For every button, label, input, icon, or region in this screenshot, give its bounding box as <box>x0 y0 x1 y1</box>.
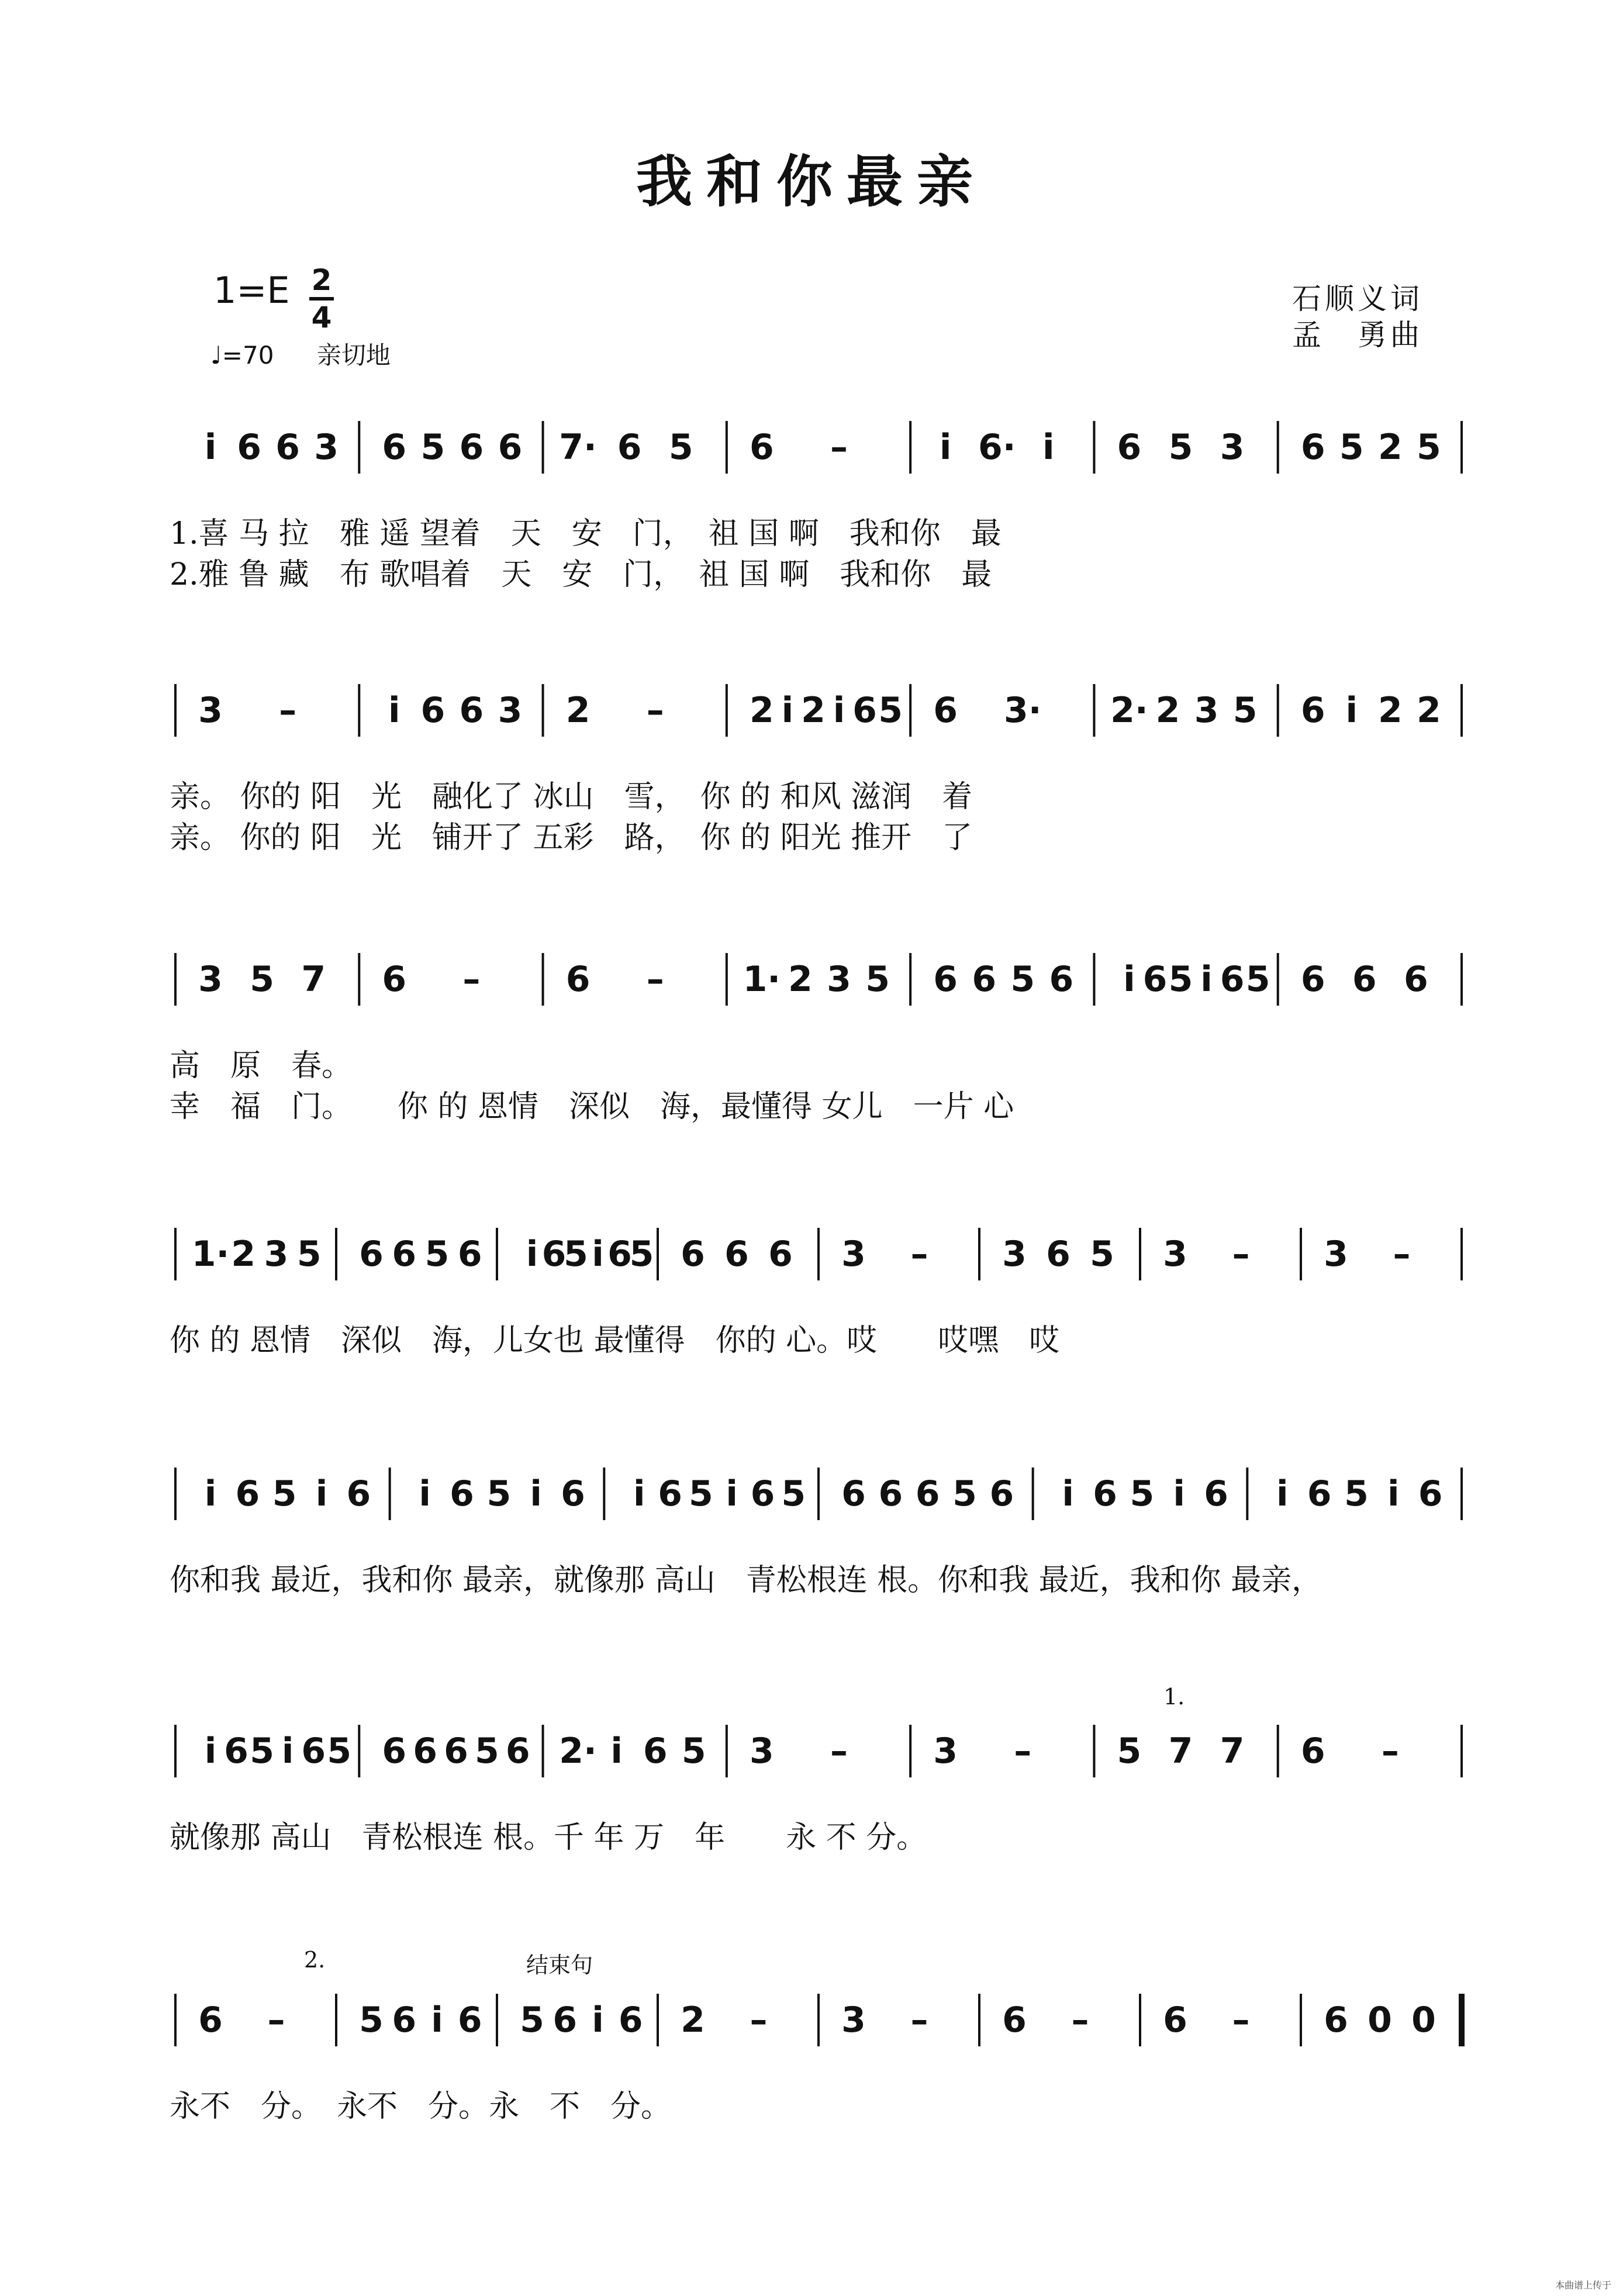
note: 6 <box>413 1731 438 1772</box>
note: 6 <box>541 1234 567 1275</box>
note: 6 <box>505 1731 530 1772</box>
note: 6 <box>768 1234 793 1275</box>
note: – <box>830 1731 848 1772</box>
note: i <box>1387 1473 1400 1514</box>
note: – <box>910 2000 928 2040</box>
note: 3 <box>933 1731 958 1772</box>
note: 5 <box>689 1473 713 1514</box>
note: 6 <box>852 690 877 731</box>
note: – <box>910 1234 928 1275</box>
lyric-line: 亲。 你的 阳 光 融化了 冰山 雪， 你 的 和风 滋润 着 <box>170 779 973 814</box>
tempo-value: ♩=70 <box>210 341 274 370</box>
note: 5 <box>1232 690 1258 731</box>
note: i <box>419 1473 431 1514</box>
note: 5 <box>1117 1731 1142 1772</box>
note: 6 <box>1418 1473 1443 1514</box>
note: – <box>267 2000 285 2040</box>
note: 6 <box>359 1234 384 1275</box>
note: 5 <box>359 2000 384 2040</box>
ending-label: 结束句 <box>526 1952 593 1978</box>
note: 6 <box>392 1234 417 1275</box>
note: 3 <box>1220 427 1245 468</box>
note: – <box>646 690 664 731</box>
note: 5 <box>1245 959 1270 1000</box>
note: i <box>204 1473 217 1514</box>
note: 6 <box>1002 2000 1027 2040</box>
note: 5 <box>296 1234 322 1275</box>
note: – <box>279 690 297 731</box>
note: – <box>830 427 848 468</box>
note: i <box>526 1234 538 1275</box>
note: 6 <box>382 959 407 1000</box>
note: 5 <box>564 1234 588 1275</box>
note: 6 <box>1049 959 1074 1000</box>
note: 3 <box>314 427 339 468</box>
note: 6 <box>933 959 958 1000</box>
note: 6 <box>1404 959 1428 1000</box>
note: i <box>610 1731 623 1772</box>
note: 7 <box>1220 1731 1245 1772</box>
lyric-line: 永不 分。 永不 分。永 不 分。 <box>170 2089 672 2124</box>
note: 5 <box>668 427 693 468</box>
note: 6 <box>444 1731 468 1772</box>
note: 6 <box>552 2000 578 2040</box>
note: 6 <box>1093 1473 1117 1514</box>
note: 6 <box>841 1473 866 1514</box>
note: i <box>1042 427 1055 468</box>
note: 2 <box>565 690 591 731</box>
note: – <box>1381 1731 1399 1772</box>
note: 6 <box>618 2000 643 2040</box>
note: 6 <box>198 2000 223 2040</box>
note: 6 <box>420 690 446 731</box>
meter-bottom: 4 <box>311 301 332 334</box>
note: 3 <box>749 1731 774 1772</box>
note: i <box>204 1731 217 1772</box>
note: 6 <box>915 1473 940 1514</box>
note: 2 <box>1155 690 1180 731</box>
lyric-line: 2.雅 鲁 藏 布 歌唱着 天 安 门， 祖 国 啊 我和你 最 <box>170 557 992 592</box>
note: 6 <box>1046 1234 1071 1275</box>
note: 3 <box>198 690 223 731</box>
lyric-line: 幸 福 门。 你 的 恩情 深似 海，最懂得 女儿 一片 心 <box>170 1089 1014 1124</box>
note: 5 <box>250 959 274 1000</box>
note: 5 <box>629 1234 654 1275</box>
note: 6 <box>224 1731 248 1772</box>
note: 3 <box>841 1234 866 1275</box>
note: 6 <box>724 1234 749 1275</box>
note: 2 <box>1377 427 1403 468</box>
volta-2: 2. <box>304 1947 326 1973</box>
note: – <box>750 2000 768 2040</box>
note: 0 <box>1368 2000 1392 2040</box>
note: 6 <box>1307 1473 1332 1514</box>
note: 2· <box>1110 690 1148 731</box>
meter-top: 2 <box>311 263 332 297</box>
note: 5 <box>420 427 446 468</box>
note: 5 <box>250 1731 274 1772</box>
footer-note: 本曲谱上传于 <box>1555 2280 1611 2291</box>
note: 6 <box>643 1731 668 1772</box>
lyric-line: 你 的 恩情 深似 海，儿女也 最懂得 你的 心。哎 哎嘿 哎 <box>170 1323 1060 1358</box>
lyric-line: 高 原 春。 <box>170 1048 353 1083</box>
note: 3 <box>1324 1234 1348 1275</box>
note: 6 <box>1117 427 1142 468</box>
note: 3· <box>1004 690 1042 731</box>
note: i <box>1276 1473 1289 1514</box>
note: 3 <box>827 959 851 1000</box>
note: 6 <box>382 1731 407 1772</box>
note: 0 <box>1411 2000 1436 2040</box>
note: 1· <box>743 959 781 1000</box>
note: i <box>1345 690 1358 731</box>
note: 3 <box>1194 690 1219 731</box>
note: 5 <box>1344 1473 1369 1514</box>
key-signature: 1=E <box>213 269 290 312</box>
volta-1: 1. <box>1163 1684 1185 1710</box>
note: i <box>592 1234 604 1275</box>
lyric-line: 1.喜 马 拉 雅 遥 望着 天 安 门， 祖 国 啊 我和你 最 <box>170 516 1002 551</box>
note: 5 <box>1417 427 1441 468</box>
note: i <box>1173 1473 1185 1514</box>
note: 5 <box>865 959 890 1000</box>
note: 6 <box>235 1473 260 1514</box>
note: 6 <box>450 1473 474 1514</box>
note: 3 <box>1163 1234 1187 1275</box>
note: 5 <box>1090 1234 1114 1275</box>
note: – <box>1232 2000 1250 2040</box>
note: 5 <box>1168 959 1193 1000</box>
note: i <box>833 690 845 731</box>
note: 6 <box>498 427 523 468</box>
note: 5 <box>1130 1473 1155 1514</box>
note: 6 <box>1204 1473 1228 1514</box>
note: 6 <box>1163 2000 1187 2040</box>
note: i <box>726 1473 738 1514</box>
note: 5 <box>681 1731 706 1772</box>
note: 6 <box>459 690 484 731</box>
note: 2 <box>681 2000 705 2040</box>
note: i <box>530 1473 542 1514</box>
note: 6 <box>607 1234 632 1275</box>
note: i <box>592 2000 604 2040</box>
note: 6 <box>237 427 261 468</box>
note: 5 <box>424 1234 450 1275</box>
note: 2 <box>1377 690 1403 731</box>
note: 1· <box>191 1234 230 1275</box>
note: 7· <box>559 427 597 468</box>
note: 5 <box>952 1473 977 1514</box>
note: – <box>462 959 481 1000</box>
note: 7 <box>1168 1731 1193 1772</box>
lyric-line: 你和我 最近，我和你 最亲，就像那 高山 青松根连 根。你和我 最近，我和你 最亲， <box>170 1563 1322 1598</box>
note: 6 <box>617 427 642 468</box>
note: 5 <box>1010 959 1035 1000</box>
note: 2 <box>749 690 774 731</box>
note: – <box>646 959 664 1000</box>
note: 6 <box>681 1234 705 1275</box>
lyric-line: 就像那 高山 青松根连 根。千 年 万 年 永 不 分。 <box>170 1820 927 1855</box>
note: 5 <box>327 1731 352 1772</box>
note: 5 <box>486 1473 512 1514</box>
note: 6 <box>1142 959 1168 1000</box>
note: 6 <box>392 2000 417 2040</box>
note: 2 <box>801 690 826 731</box>
song-title: 我和你最亲 <box>636 149 987 215</box>
note: i <box>781 690 794 731</box>
note: i <box>1200 959 1213 1000</box>
note: i <box>281 1731 294 1772</box>
composer-credit: 孟 勇曲 <box>1292 318 1423 352</box>
note: – <box>1232 1234 1250 1275</box>
note: 3 <box>264 1234 289 1275</box>
note: 6 <box>933 690 958 731</box>
note: 5 <box>878 690 903 731</box>
note: 6 <box>457 1234 482 1275</box>
note: 6 <box>1352 959 1377 1000</box>
note: 7 <box>301 959 326 1000</box>
note: 6 <box>878 1473 903 1514</box>
note: 3 <box>498 690 523 731</box>
note: 6 <box>658 1473 682 1514</box>
note: – <box>1393 1234 1411 1275</box>
note: i <box>633 1473 645 1514</box>
note: i <box>204 427 217 468</box>
lyric-line: 亲。 你的 阳 光 铺开了 五彩 路， 你 的 阳光 推开 了 <box>170 820 973 855</box>
note: 6 <box>750 1473 775 1514</box>
note: 5 <box>474 1731 499 1772</box>
note: – <box>1014 1731 1032 1772</box>
note: 2 <box>788 959 813 1000</box>
note: 6 <box>989 1473 1014 1514</box>
note: 5 <box>272 1473 297 1514</box>
note: 6 <box>972 959 997 1000</box>
note: 5 <box>520 2000 544 2040</box>
note: – <box>1071 2000 1089 2040</box>
note: 6 <box>346 1473 371 1514</box>
note: 3 <box>198 959 223 1000</box>
note: i <box>388 690 400 731</box>
note: 6· <box>978 427 1016 468</box>
note: 5 <box>1168 427 1193 468</box>
note: 6 <box>382 427 407 468</box>
note: 6 <box>1300 427 1325 468</box>
note: i <box>1062 1473 1074 1514</box>
note: 6 <box>459 427 484 468</box>
note: 3 <box>841 2000 866 2040</box>
note: 2· <box>559 1731 597 1772</box>
note: 3 <box>1002 1234 1027 1275</box>
note: 6 <box>1300 1731 1325 1772</box>
note: 6 <box>275 427 301 468</box>
note: i <box>1123 959 1135 1000</box>
note: 6 <box>565 959 591 1000</box>
note: i <box>315 1473 328 1514</box>
lyricist-credit: 石顺义词 <box>1292 282 1423 316</box>
note: 6 <box>1324 2000 1348 2040</box>
note: i <box>431 2000 443 2040</box>
note: 6 <box>457 2000 482 2040</box>
note: 2 <box>231 1234 256 1275</box>
note: 6 <box>1300 690 1325 731</box>
note: 6 <box>1300 959 1325 1000</box>
note: 6 <box>561 1473 585 1514</box>
note: i <box>939 427 952 468</box>
note: 5 <box>781 1473 806 1514</box>
note: 6 <box>301 1731 326 1772</box>
note: 2 <box>1417 690 1441 731</box>
note: 6 <box>749 427 774 468</box>
note: 6 <box>1220 959 1245 1000</box>
expression-marking: 亲切地 <box>316 341 391 370</box>
note: 5 <box>1339 427 1364 468</box>
